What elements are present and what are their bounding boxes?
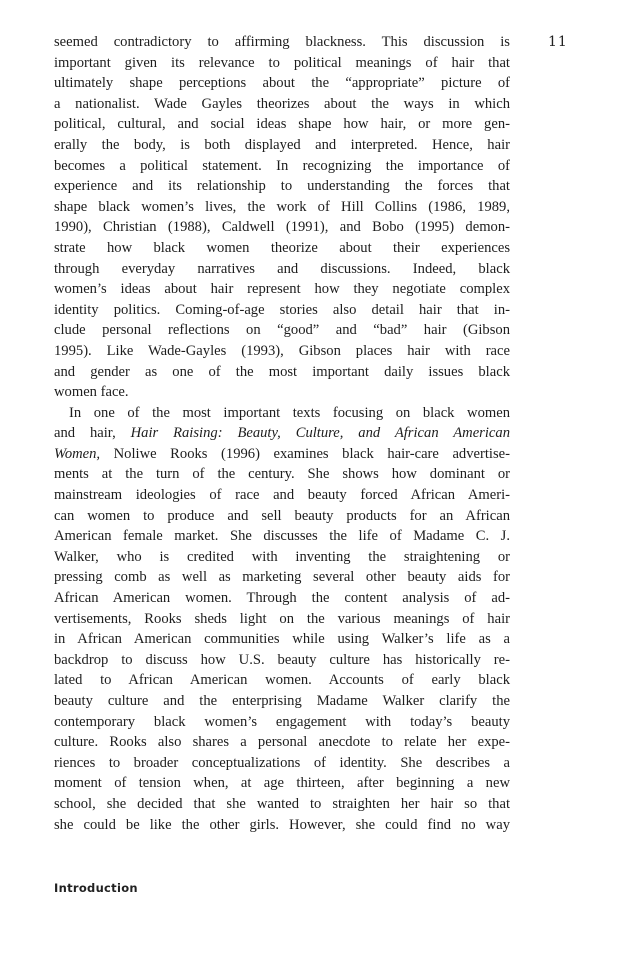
text-line: erally the body, is both displayed and interpreted. Hence, hair <box>54 136 510 153</box>
text-line: ultimately shape perceptions about the “appropriate” picture of <box>54 75 510 92</box>
text-line: becomes a political statement. In recognizing the importance of <box>54 157 510 174</box>
text-line: and gender as one of the most important daily issues black <box>54 363 510 380</box>
book-title: Women, <box>54 445 101 462</box>
text-line: can women to produce and sell beauty products for an African <box>54 507 510 524</box>
text-line: political, cultural, and social ideas shape how hair, or more gen- <box>54 116 510 133</box>
text-line: identity politics. Coming-of-age stories also detail hair that in- <box>54 301 510 318</box>
body-text <box>54 32 510 835</box>
text-line: strate how black women theorize about their experiences <box>54 239 510 256</box>
text-line: culture. Rooks also shares a personal anecdote to relate her expe- <box>54 734 510 751</box>
text-line: American female market. She discusses the life of Madame C. J. <box>54 528 510 545</box>
text-run: and hair, <box>54 425 131 442</box>
text-line: seemed contradictory to affirming blackness. This discussion is <box>54 34 510 50</box>
text-line: experience and its relationship to understanding the forces that <box>54 178 510 195</box>
text-line: Walker, who is credited with inventing the straightening or <box>54 548 510 565</box>
text-line: backdrop to discuss how U.S. beauty culture has historically re- <box>54 651 510 668</box>
running-footer: Introduction <box>54 881 138 895</box>
text-line: African American women. Through the content analysis of ad- <box>54 590 510 607</box>
text-line: lated to African American women. Accounts of early black <box>54 672 510 689</box>
text-line: clude personal reflections on “good” and “bad” hair (Gibson <box>54 322 510 339</box>
page-number: 11 <box>548 34 568 50</box>
text-line: shape black women’s lives, the work of Hill Collins (1986, 1989, <box>54 198 510 215</box>
text-line: riences to broader conceptualizations of identity. She describes a <box>54 754 510 771</box>
text-line: important given its relevance to political meanings of hair that <box>54 54 510 71</box>
text-line: In one of the most important texts focusing on black women <box>69 404 510 421</box>
text-line: she could be like the other girls. However, she could find no way <box>54 816 510 833</box>
text-line: mainstream ideologies of race and beauty forced African Ameri- <box>54 487 510 504</box>
text-line: through everyday narratives and discussions. Indeed, black <box>54 260 510 277</box>
text-line: women’s ideas about hair represent how they negotiate complex <box>54 281 510 298</box>
text-line: 1995). Like Wade-Gayles (1993), Gibson places hair with race <box>54 342 510 359</box>
text-line: contemporary black women’s engagement with today’s beauty <box>54 713 510 730</box>
text-line: 1990), Christian (1988), Caldwell (1991), and Bobo (1995) demon- <box>54 219 510 236</box>
text-line: school, she decided that she wanted to straighten her hair so that <box>54 795 510 812</box>
text-line: ments at the turn of the century. She shows how dominant or <box>54 466 510 483</box>
text-line: moment of tension when, at age thirteen, after beginning a new <box>54 775 510 792</box>
text-line <box>54 423 510 444</box>
text-line: beauty culture and the enterprising Madame Walker clarify the <box>54 693 510 709</box>
text-line: in African American communities while using Walker’s life as a <box>54 631 510 648</box>
text-line: women face. <box>54 384 129 401</box>
text-run: Noliwe Rooks (1996) examines black hair-care advertise- <box>100 445 510 462</box>
book-title: Hair Raising: Beauty, Culture, and African American <box>130 425 510 442</box>
text-line <box>54 444 510 465</box>
text-line: a nationalist. Wade Gayles theorizes about the ways in which <box>54 95 510 112</box>
text-line: pressing comb as well as marketing several other beauty aids for <box>54 569 510 586</box>
text-line: vertisements, Rooks sheds light on the various meanings of hair <box>54 610 510 627</box>
